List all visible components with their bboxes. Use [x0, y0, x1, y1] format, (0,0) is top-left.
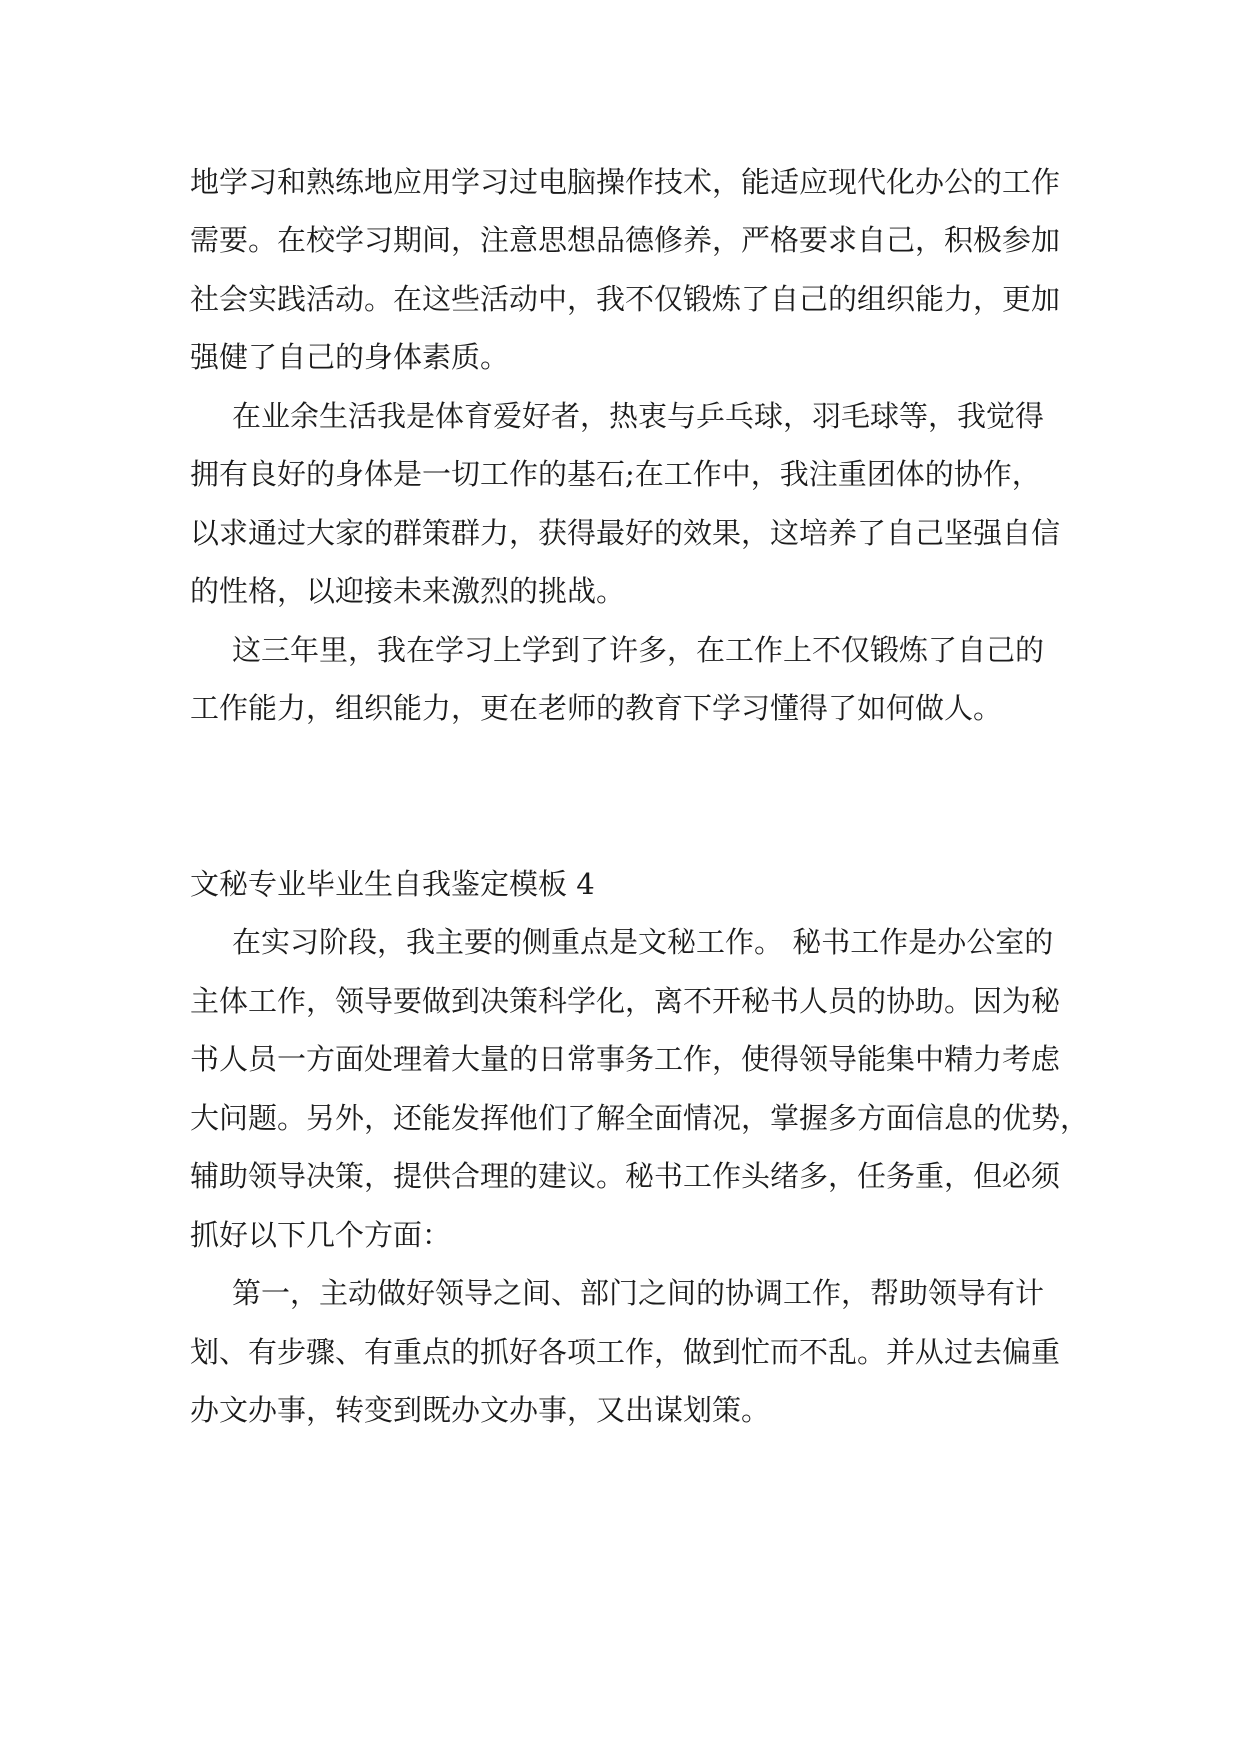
section-paragraph-2-line-1: 第一，主动做好领导之间、部门之间的协调工作，帮助领导有计	[232, 1276, 1045, 1310]
section-title: 文秘专业毕业生自我鉴定模板 4	[190, 867, 595, 901]
paragraph-2-line-3: 以求通过大家的群策群力，获得最好的效果，这培养了自己坚强自信	[190, 516, 1061, 550]
section-paragraph-1-line-4: 大问题。另外，还能发挥他们了解全面情况，掌握多方面信息的优势，	[190, 1101, 1090, 1135]
paragraph-1-line-1: 地学习和熟练地应用学习过电脑操作技术，能适应现代化办公的工作	[190, 165, 1061, 199]
paragraph-3-line-1: 这三年里，我在学习上学到了许多，在工作上不仅锻炼了自己的	[232, 633, 1045, 667]
paragraph-3-line-2: 工作能力，组织能力，更在老师的教育下学习懂得了如何做人。	[190, 691, 1003, 725]
paragraph-2-line-4: 的性格，以迎接未来激烈的挑战。	[190, 574, 626, 608]
paragraph-1-line-3: 社会实践活动。在这些活动中，我不仅锻炼了自己的组织能力，更加	[190, 282, 1061, 316]
section-paragraph-1-line-6: 抓好以下几个方面：	[190, 1218, 452, 1252]
paragraph-2-line-2: 拥有良好的身体是一切工作的基石;在工作中，我注重团体的协作，	[190, 457, 1041, 491]
paragraph-1-line-4: 强健了自己的身体素质。	[190, 340, 510, 374]
section-paragraph-1-line-2: 主体工作，领导要做到决策科学化，离不开秘书人员的协助。因为秘	[190, 984, 1061, 1018]
section-paragraph-2-line-2: 划、有步骤、有重点的抓好各项工作，做到忙而不乱。并从过去偏重	[190, 1335, 1061, 1369]
paragraph-1-line-2: 需要。在校学习期间，注意思想品德修养，严格要求自己，积极参加	[190, 223, 1061, 257]
section-paragraph-1-line-1: 在实习阶段，我主要的侧重点是文秘工作。 秘书工作是办公室的	[232, 925, 1054, 959]
section-paragraph-1-line-3: 书人员一方面处理着大量的日常事务工作，使得领导能集中精力考虑	[190, 1042, 1061, 1076]
section-paragraph-2-line-3: 办文办事，转变到既办文办事，又出谋划策。	[190, 1393, 771, 1427]
section-paragraph-1-line-5: 辅助领导决策，提供合理的建议。秘书工作头绪多，任务重，但必须	[190, 1159, 1061, 1193]
paragraph-2-line-1: 在业余生活我是体育爱好者，热衷与乒乓球，羽毛球等，我觉得	[232, 399, 1045, 433]
